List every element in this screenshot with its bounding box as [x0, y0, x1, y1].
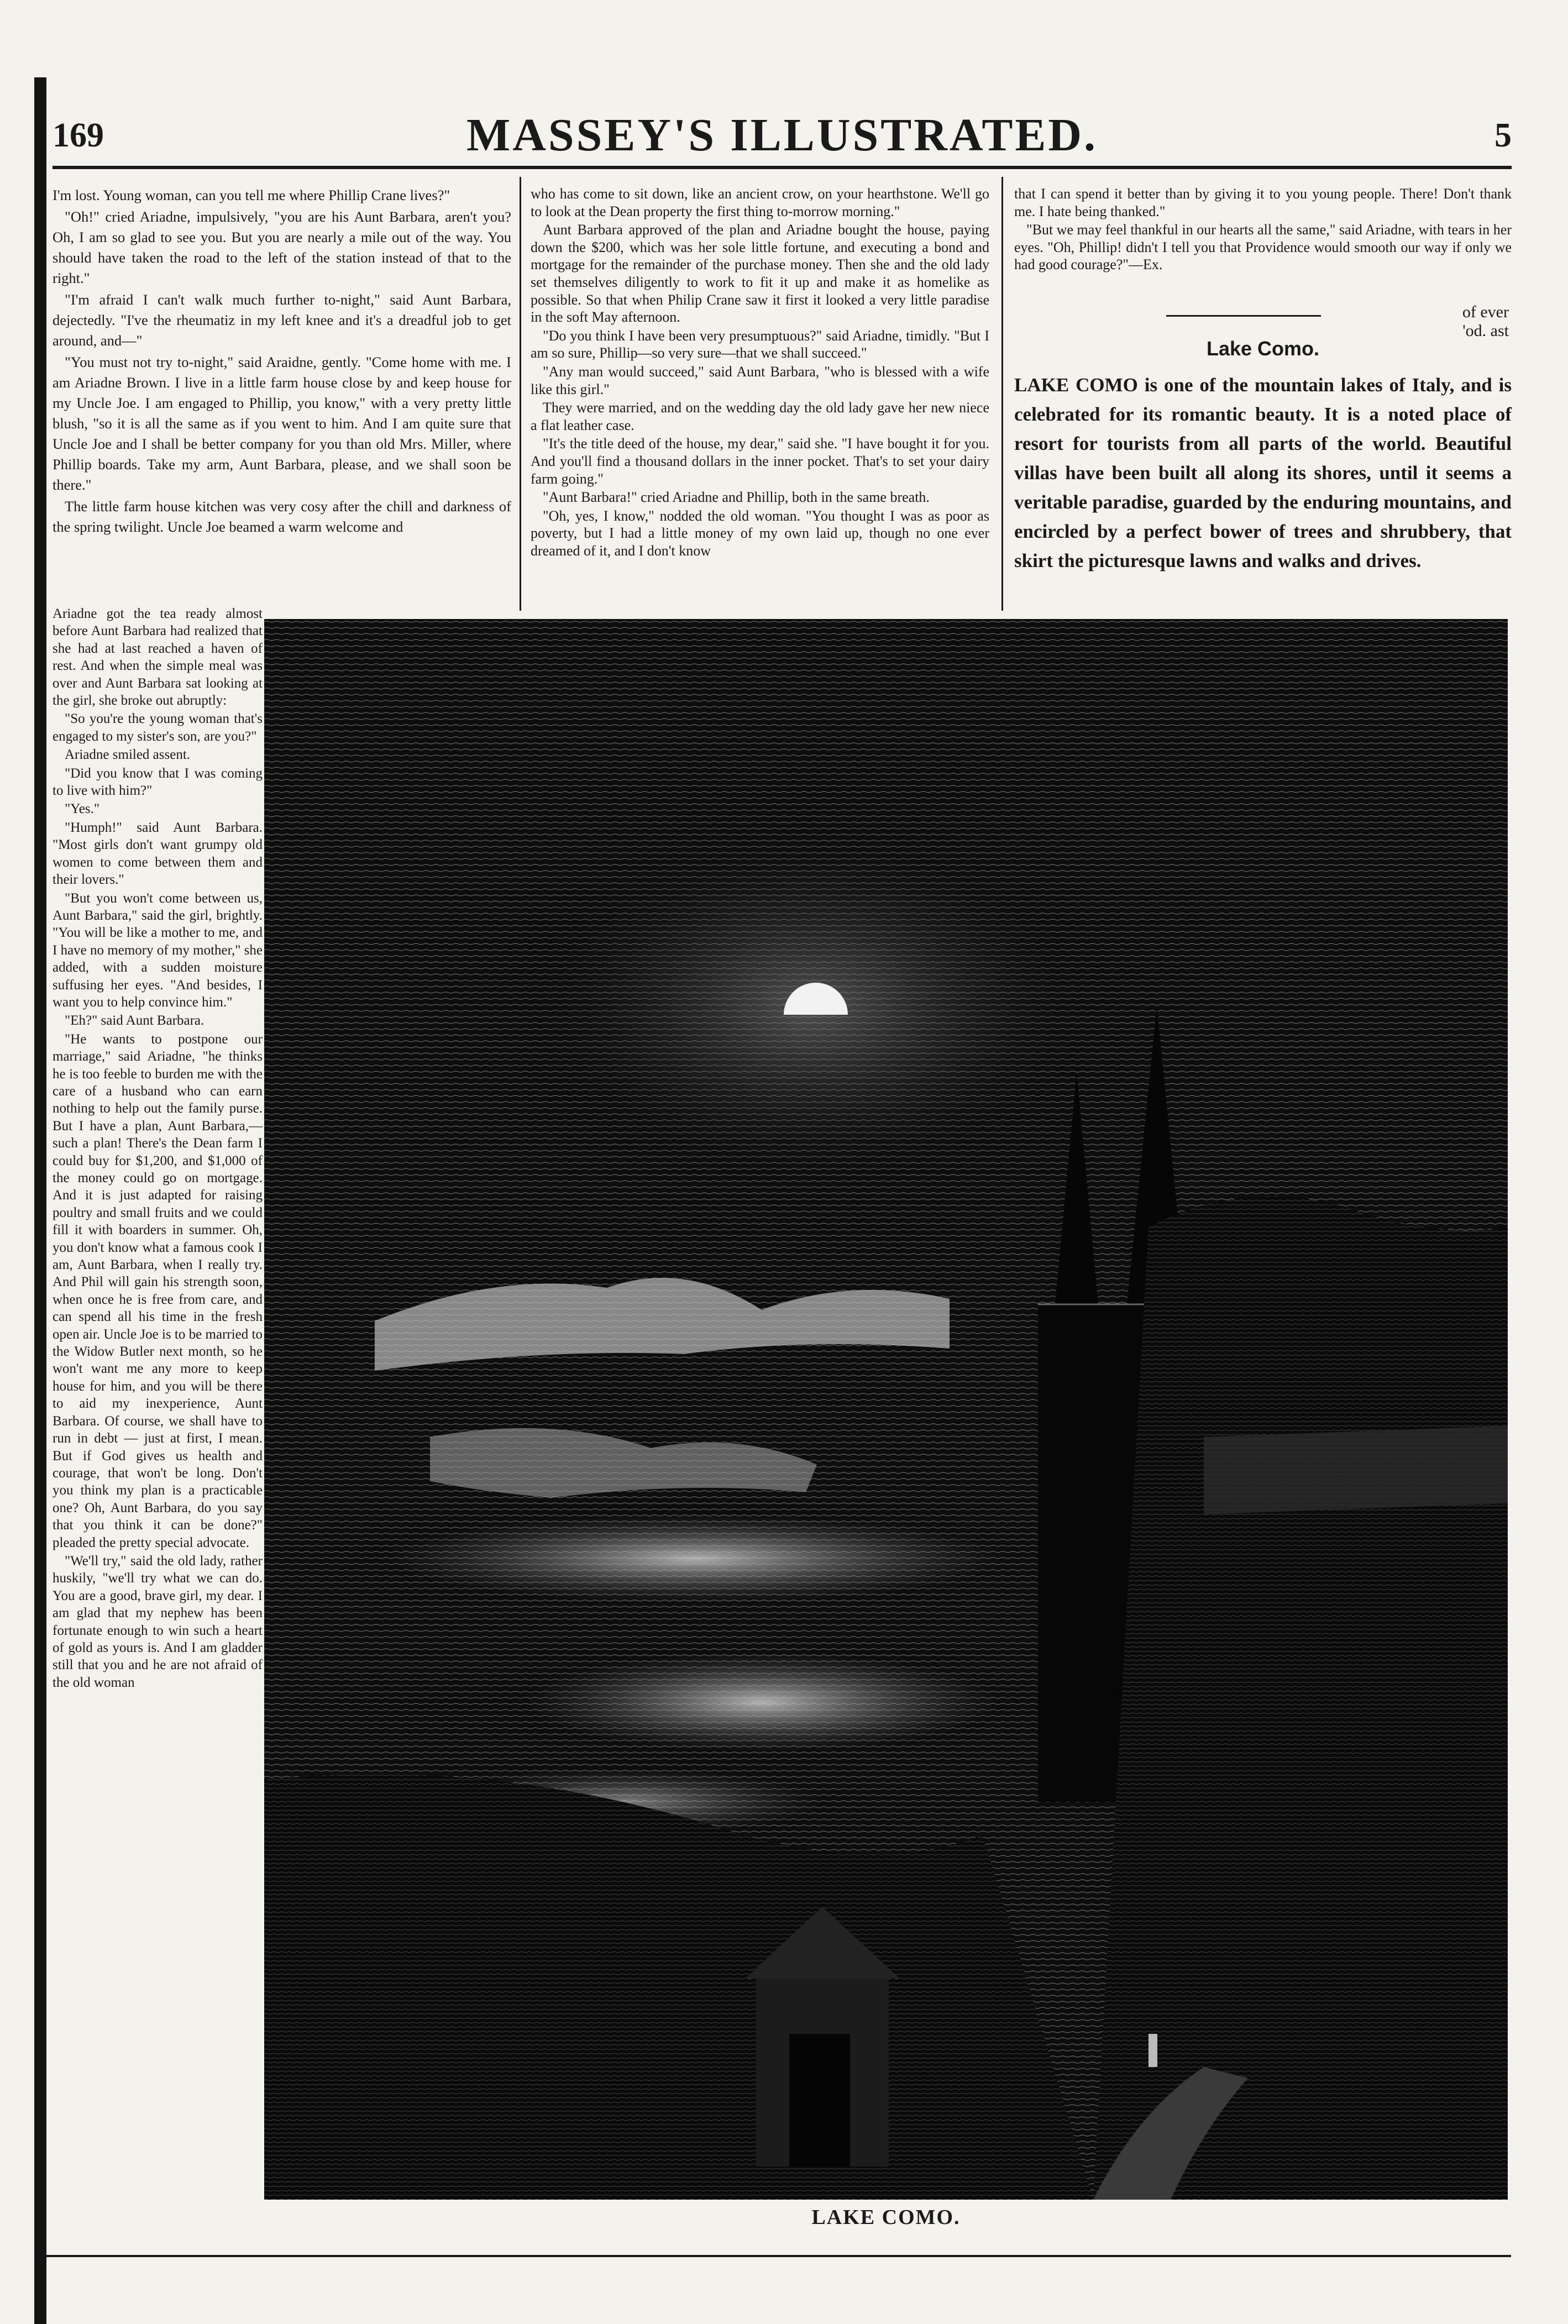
paragraph: "It's the title deed of the house, my dear," said she. "I have bought it for you. And you'll find a thousand dollars in the inner pocket. That's to set your dairy farm going." [531, 436, 989, 487]
engraving-illustration [264, 619, 1508, 2200]
paragraph: "But you won't come between us, Aunt Barbara," said the girl, brightly. "You will be like a mother to me, and I have no memory of my mother," she added, with a sudden moisture suffusing her eyes. "And besides, I want you to help convince him." [53, 890, 263, 1010]
article-body: LAKE COMO is one of the mountain lakes of Italy, and is celebrated for its romantic beauty. It is a noted place of resort for tourists from all parts of the world. Beautiful villas have been built all along its shores, until it seems a veritable paradise, guarded by the enduring mountains, and encircled by a perfect bower of trees and shrubbery, that skirt the picturesque lawns and walks and drives. [1014, 374, 1512, 571]
paragraph: "We'll try," said the old lady, rather huskily, "we'll try what we can do. You are a good, brave girl, my dear. I am glad that my nephew has been fortunate enough to win such a heart of gold as yours is. And I am gladder still that you and he are not afraid of the old woman [53, 1553, 263, 1690]
page-header [53, 105, 1512, 166]
paragraph: "Oh!" cried Ariadne, impulsively, "you are his Aunt Barbara, aren't you? Oh, I am so glad to see you. But you are nearly a mile out of the way. You should have taken the road to the left of the station instead of that to the right." [53, 208, 511, 286]
paragraph: that I can spend it better than by giving it to you young people. There! Don't thank me. I hate being thanked." [1014, 186, 1512, 219]
illustration-caption: LAKE COMO. [811, 2206, 961, 2229]
column-rule-2 [1001, 177, 1003, 611]
paragraph: "You must not try to-night," said Araidne, gently. "Come home with me. I am Ariadne Brown. I live in a little farm house close by and keep house for my Uncle Joe. I am engaged to Phillip, you know," with a very pretty little blush, "so it is all the same as if you went to him. And I am quite sure that Uncle Joe and I shall be better company for you than old Mrs. Miller, where Phillip boards. Take my arm, Aunt Barbara, please, and we shall soon be there." [53, 354, 511, 493]
paragraph: "So you're the young woman that's engaged to my sister's son, are you?" [53, 711, 263, 744]
paragraph: "Oh, yes, I know," nodded the old woman. "You thought I was as poor as poverty, but I had a little money of my own laid up, though no one ever dreamed of it, and I don't know [531, 507, 989, 559]
header-rule [53, 166, 1512, 169]
fragment-line: of ever [1462, 303, 1509, 321]
paragraph: "Yes." [65, 801, 100, 817]
fragment-line: 'od. ast [1462, 322, 1509, 340]
section-divider [1166, 315, 1321, 317]
paragraph: "He wants to postpone our marriage," said Ariadne, "he thinks he is too feeble to burden me with the care of a husband who can earn nothing to help out the family purse. But I have a plan, Aunt Barbara,—such a plan! There's the Dean farm I could buy for $1,200, and $1,000 of the money could go on mortgage. And it is just adapted for raising poultry and small fruits and we could fill it with boarders in summer. Oh, you don't know what a famous cook I am, Aunt Barbara, when I really try. And Phil will gain his strength soon, when once he is free from care, and can spend all his time in the fresh open air. Uncle Joe is to be married to the Widow Butler next month, so he won't want me any more to keep house for him, and you will be there to aid my inexperience, Aunt Barbara. Of course, we shall have to run in debt — just at first, I mean. But if God gives us health and courage, that won't be long. Don't you think my plan is a practicable one? Oh, Aunt Barbara, do you say that you think it can be done?" pleaded the pretty special advocate. [53, 1031, 263, 1550]
paragraph: "Did you know that I was coming to live with him?" [53, 765, 263, 799]
page-number-left: 169 [53, 117, 104, 154]
paragraph: "Do you think I have been very presumptuous?" said Ariadne, timidly. "But I am so sure, Phillip—so very sure—that we shall succeed." [531, 327, 989, 361]
paragraph: "Aunt Barbara!" cried Ariadne and Phillip, both in the same breath. [543, 489, 930, 506]
column-2-text [531, 185, 989, 560]
column-1-narrow-text [53, 605, 263, 1692]
column-rule-1 [520, 177, 521, 611]
paragraph: "But we may feel thankful in our hearts all the same," said Ariadne, with tears in her eyes. "Oh, Phillip! didn't I tell you that Providence would smooth our way if only we had good courage?"—Ex. [1014, 222, 1512, 273]
paragraph: The little farm house kitchen was very cosy after the chill and darkness of the spring twilight. Uncle Joe beamed a warm welcome and [53, 498, 511, 535]
paragraph: who has come to sit down, like an ancient crow, on your hearthstone. We'll go to look at the Dean property the first thing to-morrow morning." [531, 186, 989, 219]
paragraph: I'm lost. Young woman, can you tell me where Phillip Crane lives?" [53, 187, 450, 203]
masthead-title: MASSEY'S ILLUSTRATED. [466, 109, 1098, 161]
article-heading: Lake Como. [1206, 337, 1320, 360]
binding-edge [34, 77, 46, 2324]
paragraph: "Eh?" said Aunt Barbara. [65, 1013, 204, 1029]
paragraph: "Any man would succeed," said Aunt Barbara, "who is blessed with a wife like this girl." [531, 363, 989, 397]
page-number-right: 5 [1494, 117, 1512, 154]
paragraph: Ariadne got the tea ready almost before Aunt Barbara had realized that she had at last reached a haven of rest. And when the simple meal was over and Aunt Barbara sat looking at the girl, she broke out abruptly: [53, 606, 263, 709]
footer-rule [46, 2255, 1511, 2257]
lake-como-engraving [264, 619, 1508, 2200]
column-1-text [53, 185, 511, 538]
paragraph: Aunt Barbara approved of the plan and Ariadne bought the house, paying down the $200, which was her sole little fortune, and executing a bond and mortgage for the remainder of the purchase money. Then she and the old lady set themselves diligently to work to fit it up and make it as homelike as possible. So that when Philip Crane saw it first it looked a very little paradise in the soft May afternoon. [531, 222, 989, 326]
paragraph: "I'm afraid I can't walk much further to-night," said Aunt Barbara, dejectedly. "I've the rheumatiz in my left knee and it's a dreadful job to get around, and—" [53, 291, 511, 349]
column-3-text [1014, 185, 1512, 275]
clipped-text-fragment [1415, 303, 1509, 340]
paragraph: "Humph!" said Aunt Barbara. "Most girls don't want grumpy old women to come between them and their lovers." [53, 820, 263, 888]
paragraph: Ariadne smiled assent. [65, 747, 191, 763]
paragraph: They were married, and on the wedding day the old lady gave her new niece a flat leather case. [531, 400, 989, 433]
figure-silhouette [1149, 2034, 1157, 2067]
